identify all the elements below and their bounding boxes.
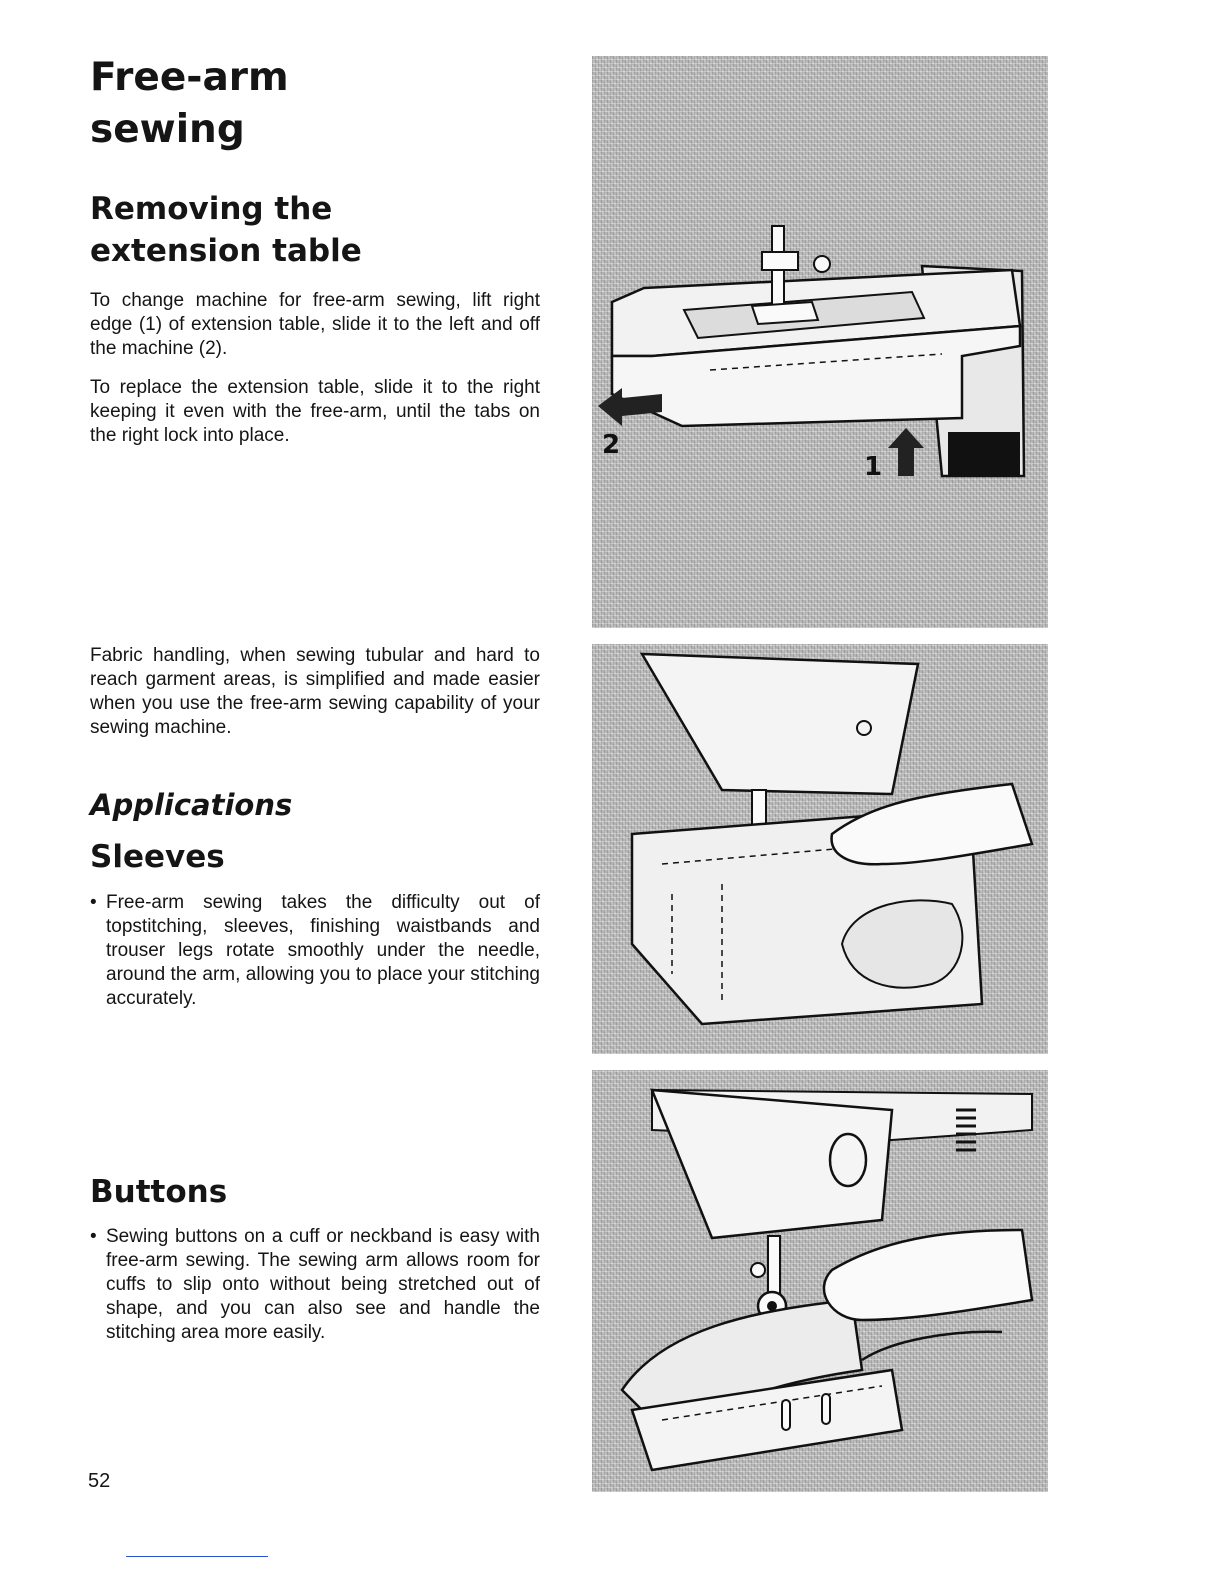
removing-heading-line-2: extension table <box>90 233 362 269</box>
buttons-bullet <box>90 1225 540 1345</box>
sleeve-sewing-illustration <box>592 644 1048 1054</box>
bullet-marker: • <box>90 1226 97 1247</box>
applications-heading: Applications <box>90 788 293 822</box>
footer-rule <box>126 1556 268 1557</box>
bullet-marker: • <box>90 892 97 913</box>
page-title-line-1: Free-arm <box>90 55 289 100</box>
figure-label-2: 2 <box>602 430 621 460</box>
button-sewing-illustration <box>592 1070 1048 1492</box>
removing-extension-heading <box>90 188 362 272</box>
removing-paragraph-1: To change machine for free-arm sewing, lift right edge (1) of extension table, slide it to the left and off the machine (2). <box>90 290 540 359</box>
extension-table-illustration <box>592 56 1048 628</box>
buttons-heading: Buttons <box>90 1174 228 1210</box>
sleeves-heading: Sleeves <box>90 839 225 875</box>
figure-extension-table-removal <box>592 56 1048 628</box>
page-title-line-2: sewing <box>90 107 245 152</box>
figure-buttons <box>592 1070 1048 1492</box>
removing-paragraph-2: To replace the extension table, slide it to the right keeping it even with the free-arm, until the tabs on the right lock into place. <box>90 377 540 446</box>
page-number: 52 <box>88 1470 111 1492</box>
figure-sleeves <box>592 644 1048 1054</box>
sleeves-bullet-text: Free-arm sewing takes the difficulty out of topstitching, sleeves, finishing waistbands and trouser legs rotate smoothly under the needle, around the arm, allowing you to place your stitching accurately. <box>106 892 540 1009</box>
sleeves-bullet <box>90 891 540 1011</box>
figure-label-1: 1 <box>864 452 883 482</box>
page-title <box>90 52 550 156</box>
removing-heading-line-1: Removing the <box>90 191 333 227</box>
buttons-bullet-text: Sewing buttons on a cuff or neckband is easy with free-arm sewing. The sewing arm allows room for cuffs to slip onto without being stretched out of shape, and you can also see and handle the stitching area more easily. <box>106 1226 540 1343</box>
fabric-handling-paragraph: Fabric handling, when sewing tubular and hard to reach garment areas, is simplified and made easier when you use the free-arm sewing capability of your sewing machine. <box>90 645 540 738</box>
